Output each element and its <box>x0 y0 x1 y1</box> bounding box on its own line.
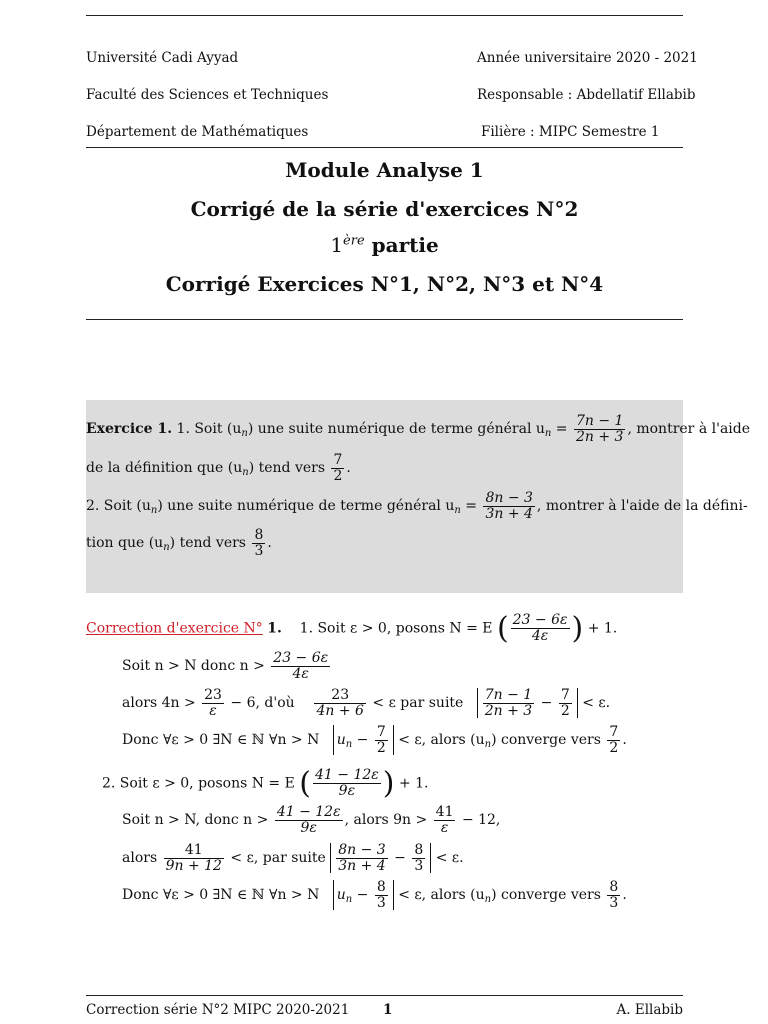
exercise-q2-line1: 2. Soit $(u_n)$ une suite numérique de terme général $u_n$ = $\frac{8n - 3}{3n + 4}$ , montrer à l'aide de la défini- <box>86 490 748 522</box>
q1-fraction: $\frac{7n - 1}{2n + 3}$ <box>575 413 624 445</box>
n-subscript: n <box>544 428 552 440</box>
q2-fraction: $\frac{8n - 3}{3n + 4}$ <box>485 490 533 522</box>
part-word: partie <box>371 233 439 257</box>
correction-label: Correction d'exercice N° <box>86 620 263 637</box>
footer-right: A. Ellabib <box>616 1002 683 1018</box>
module-title: Module Analyse 1 <box>285 158 484 182</box>
exercise-label: Exercice 1. <box>86 421 173 438</box>
exercise-q2-line2: tion que $(u_n)$ tend vers $\frac{8}{3}$ . <box>86 527 272 559</box>
q1-end: , montrer à l'aide <box>627 421 751 438</box>
q1-limit: $\frac{7}{2}$ <box>333 452 343 484</box>
header-university: Université Cadi Ayyad <box>86 50 239 66</box>
header-responsible: Responsable : Abdellatif Ellabib <box>477 87 696 103</box>
n-subscript: n <box>241 428 248 440</box>
header-rule <box>86 147 683 148</box>
exercise-q1-line2: de la définition que $(u_n)$ tend vers $\frac{7}{2}$ . <box>86 452 351 484</box>
correction-p1-line3: alors 4n > $\frac{23}{\varepsilon}$ − 6, d'où $\frac{23}{4n + 6}$ < ε par suite $\frac{7n - 1}{2n + 3}$ − $\frac{7}{2}$ < ε. <box>122 687 611 719</box>
correction-p1-line4: Donc ∀ε > 0 ∃N ∈ ℕ ∀n > N $u_n$ − $\frac{7}{2}$ < ε, alors $(u_n)$ converge vers $\frac{7}{2}$ . <box>122 724 627 756</box>
header-department: Département de Mathématiques <box>86 124 309 140</box>
correction-p2-line3: alors $\frac{41}{9n + 12}$ < ε, par suite $\frac{8n - 3}{3n + 4}$ − $\frac{8}{3}$ < ε. <box>122 842 464 874</box>
q1-mid: ) une suite numérique de terme général u <box>247 421 545 438</box>
part-title <box>86 233 683 257</box>
q1-text: 1. Soit (u <box>176 421 242 438</box>
correction-p2-line2: Soit n > N, donc n > $\frac{41 - 12\varepsilon}{9\varepsilon}$ , alors 9n > $\frac{41}{\varepsilon}$ − 12, <box>122 804 501 836</box>
q2-limit: $\frac{8}{3}$ <box>254 527 264 559</box>
header-faculty: Faculté des Sciences et Techniques <box>86 87 329 103</box>
correction-p1-line2: Soit n > N donc n > $\frac{23 - 6\varepsilon}{4\varepsilon}$ <box>122 650 329 682</box>
exercise-q1-line1: Exercice 1. 1. Soit $(u_n)$ une suite numérique de terme général $u_n$ = $\frac{7n - 1}{2n + 3}$ , montrer à l'aide <box>86 413 751 445</box>
header-year: Année universitaire 2020 - 2021 <box>477 50 698 66</box>
correction-p2-intro: 2. Soit ε > 0, posons N = E ( $\frac{41 - 12\varepsilon}{9\varepsilon}$ ) + 1. <box>102 766 429 801</box>
correction-p2-line4: Donc ∀ε > 0 ∃N ∈ ℕ ∀n > N $u_n$ − $\frac{8}{3}$ < ε, alors $(u_n)$ converge vers $\frac{8}{3}$ . <box>122 879 627 911</box>
part-superscript: ère <box>343 233 365 249</box>
correction-label-num: 1. <box>267 620 282 637</box>
exercises-title: Corrigé Exercices N°1, N°2, N°3 et N°4 <box>165 272 604 296</box>
page-number: 1 <box>383 1002 393 1018</box>
header-filiere: Filière : MIPC Semestre 1 <box>481 124 660 140</box>
footer-rule <box>86 995 683 996</box>
correction-p1-intro: Correction d'exercice N° 1. 1. Soit ε > 0, posons N = E ( $\frac{23 - 6\varepsilon}{4\varepsilon}$ ) + 1. <box>86 611 618 646</box>
top-rule <box>86 15 683 16</box>
series-title: Corrigé de la série d'exercices N°2 <box>190 197 579 221</box>
title-rule <box>86 319 683 320</box>
part-number: 1 <box>330 233 344 257</box>
footer-left: Correction série N°2 MIPC 2020-2021 <box>86 1002 350 1018</box>
